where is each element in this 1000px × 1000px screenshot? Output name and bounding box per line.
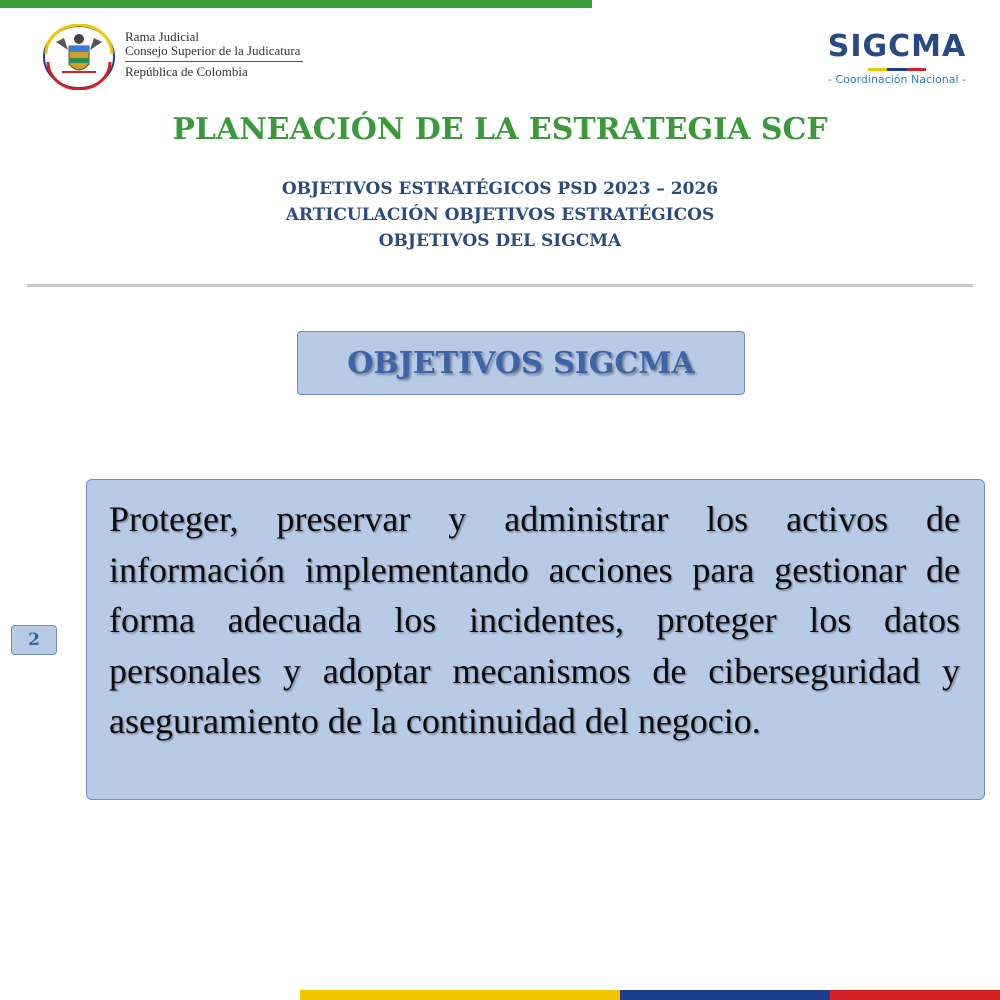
page-title: PLANEACIÓN DE LA ESTRATEGIA SCF xyxy=(172,112,828,147)
org-divider xyxy=(125,61,303,62)
organization-block xyxy=(125,30,303,79)
org-country: República de Colombia xyxy=(125,64,248,79)
logo-subtitle: - Coordinación Nacional - xyxy=(827,73,967,86)
section-heading: OBJETIVOS SIGCMA xyxy=(347,345,695,381)
org-name-line1: Rama Judicial xyxy=(125,29,200,44)
top-green-bar xyxy=(0,0,592,8)
sigcma-logo xyxy=(812,30,982,86)
objective-number-badge xyxy=(11,625,57,655)
objective-text-box xyxy=(86,479,985,800)
logo-name: SIGCMA xyxy=(827,29,967,64)
subtitle-line-1: OBJETIVOS ESTRATÉGICOS PSD 2023 – 2026 xyxy=(281,179,719,199)
flag-red-segment xyxy=(830,990,1000,1000)
section-divider xyxy=(27,284,973,287)
coat-of-arms-icon xyxy=(42,24,116,90)
objective-text: Proteger, preservar y administrar los activos de información implementando acciones para gestionar de forma adecuada los incidentes, proteger los datos personales y adoptar mecanismos de ciberseguridad y aseguramiento de la continuidad del negocio. xyxy=(109,499,960,741)
subtitle-line-3: OBJETIVOS DEL SIGCMA xyxy=(378,231,622,251)
bottom-flag-bar xyxy=(300,990,1000,1000)
subtitle-block xyxy=(0,176,1000,254)
org-name-line2: Consejo Superior de la Judicatura xyxy=(125,43,301,58)
objective-number: 2 xyxy=(28,630,40,650)
flag-yellow-segment xyxy=(300,990,620,1000)
section-heading-box xyxy=(297,331,745,395)
flag-blue-segment xyxy=(620,990,830,1000)
logo-flag-stripe xyxy=(868,68,926,71)
subtitle-line-2: ARTICULACIÓN OBJETIVOS ESTRATÉGICOS xyxy=(285,205,715,225)
